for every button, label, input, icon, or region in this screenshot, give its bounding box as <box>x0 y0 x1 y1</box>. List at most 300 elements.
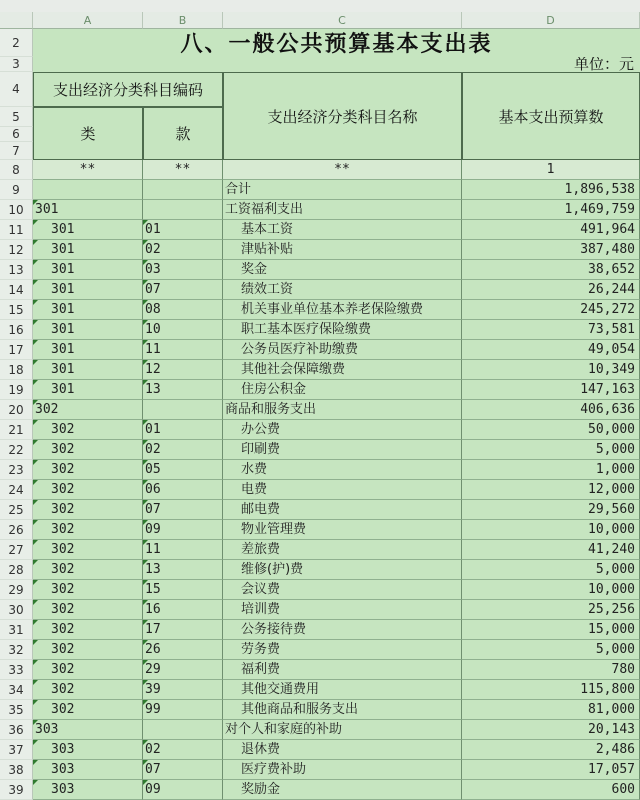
column-header-a[interactable]: A <box>33 12 143 29</box>
cell-b[interactable] <box>143 240 223 260</box>
cell-value: 福利费 <box>241 662 281 677</box>
text-format-flag-icon <box>33 240 38 245</box>
cell-d[interactable] <box>462 360 640 380</box>
cell-d[interactable] <box>462 480 640 500</box>
cell-c[interactable] <box>223 520 462 540</box>
cell-d[interactable] <box>462 540 640 560</box>
cell-b[interactable] <box>143 620 223 640</box>
cell-b[interactable] <box>143 760 223 780</box>
row-header[interactable]: 25 <box>0 500 33 520</box>
cell-value: 11 <box>145 342 161 357</box>
text-format-flag-icon <box>33 760 38 765</box>
cell-b[interactable] <box>143 180 223 200</box>
text-format-flag-icon <box>33 540 38 545</box>
text-format-flag-icon <box>143 580 148 585</box>
cell-value: 99 <box>145 702 161 717</box>
cell-value: 26 <box>145 642 161 657</box>
cell-b[interactable] <box>143 520 223 540</box>
cell-d[interactable] <box>462 180 640 200</box>
cell-value: 302 <box>51 662 75 677</box>
cell-b[interactable] <box>143 260 223 280</box>
text-format-flag-icon <box>33 600 38 605</box>
cell-d[interactable] <box>462 560 640 580</box>
text-format-flag-icon <box>33 360 38 365</box>
cell-b[interactable] <box>143 500 223 520</box>
cell-a[interactable] <box>33 640 143 660</box>
cell-value: 12 <box>145 362 161 377</box>
cell-d[interactable] <box>462 740 640 760</box>
cell-value: 387,480 <box>580 242 635 257</box>
text-format-flag-icon <box>143 440 148 445</box>
cell-a[interactable] <box>33 440 143 460</box>
cell-c[interactable] <box>223 380 462 400</box>
cell-value: 17 <box>145 622 161 637</box>
row-header[interactable]: 28 <box>0 560 33 580</box>
cell-a[interactable] <box>33 220 143 240</box>
cell-c[interactable] <box>223 760 462 780</box>
cell-value: 奖励金 <box>241 782 281 797</box>
text-format-flag-icon <box>143 680 148 685</box>
cell-value: 退休费 <box>241 742 281 757</box>
row-header[interactable]: 26 <box>0 520 33 540</box>
cell-a[interactable] <box>33 460 143 480</box>
cell-a[interactable] <box>33 560 143 580</box>
row-header[interactable]: 13 <box>0 260 33 280</box>
select-all-corner[interactable] <box>0 12 33 29</box>
cell-value: 245,272 <box>580 302 635 317</box>
cell-value: 302 <box>51 642 75 657</box>
header-lei: 类 <box>33 107 143 160</box>
cell-d[interactable] <box>462 380 640 400</box>
cell-c[interactable] <box>223 280 462 300</box>
cell-d[interactable] <box>462 680 640 700</box>
row-header[interactable]: 7 <box>0 142 33 160</box>
cell-a[interactable] <box>33 580 143 600</box>
cell-c[interactable] <box>223 300 462 320</box>
text-format-flag-icon <box>33 500 38 505</box>
row-header[interactable]: 6 <box>0 127 33 142</box>
text-format-flag-icon <box>143 640 148 645</box>
cell-b[interactable] <box>143 400 223 420</box>
cell-value: 10 <box>145 322 161 337</box>
cell-c[interactable] <box>223 700 462 720</box>
text-format-flag-icon <box>143 460 148 465</box>
cell-value: 绩效工资 <box>241 282 294 297</box>
cell-a[interactable] <box>33 700 143 720</box>
cell-b[interactable] <box>143 460 223 480</box>
row-header[interactable]: 36 <box>0 720 33 740</box>
row-header[interactable]: 24 <box>0 480 33 500</box>
cell-value: 780 <box>611 662 635 677</box>
text-format-flag-icon <box>33 440 38 445</box>
cell-value: 2,486 <box>595 742 635 757</box>
cell-d[interactable] <box>462 780 640 800</box>
cell-b[interactable] <box>143 280 223 300</box>
row-header[interactable]: 5 <box>0 107 33 127</box>
cell-value: 09 <box>145 522 161 537</box>
cell-c[interactable] <box>223 180 462 200</box>
cell-value: 39 <box>145 682 161 697</box>
cell-a[interactable] <box>33 620 143 640</box>
cell-d[interactable] <box>462 600 640 620</box>
cell-b[interactable] <box>143 580 223 600</box>
cell-c[interactable] <box>223 400 462 420</box>
cell-value: 600 <box>611 782 635 797</box>
cell-value: 302 <box>51 542 75 557</box>
row-header[interactable]: 35 <box>0 700 33 720</box>
cell-b[interactable] <box>143 440 223 460</box>
cell-b[interactable] <box>143 560 223 580</box>
unit-label: 单位：元 <box>33 57 640 72</box>
cell-value: 301 <box>51 302 75 317</box>
cell-value: 邮电费 <box>241 502 281 517</box>
cell-d[interactable] <box>462 640 640 660</box>
cell-value: 301 <box>51 342 75 357</box>
cell-b[interactable] <box>143 200 223 220</box>
cell-value: 机关事业单位基本养老保险缴费 <box>241 302 424 317</box>
text-format-flag-icon <box>33 620 38 625</box>
cell-d[interactable] <box>462 620 640 640</box>
row-header[interactable]: 16 <box>0 320 33 340</box>
text-format-flag-icon <box>33 520 38 525</box>
cell-a[interactable] <box>33 400 143 420</box>
cell-a[interactable] <box>33 360 143 380</box>
cell-value: 13 <box>145 382 161 397</box>
row-header[interactable]: 2 <box>0 29 33 57</box>
cell-value: 16 <box>145 602 161 617</box>
cell-a[interactable] <box>33 160 143 180</box>
cell-c[interactable] <box>223 580 462 600</box>
cell-value: ** <box>174 162 191 177</box>
text-format-flag-icon <box>143 360 148 365</box>
cell-d[interactable] <box>462 200 640 220</box>
cell-value: 302 <box>51 582 75 597</box>
cell-c[interactable] <box>223 160 462 180</box>
cell-d[interactable] <box>462 300 640 320</box>
column-header-d[interactable]: D <box>462 12 640 29</box>
cell-value: 基本工资 <box>241 222 294 237</box>
cell-value: ** <box>334 162 350 177</box>
row-header[interactable]: 20 <box>0 400 33 420</box>
cell-c[interactable] <box>223 720 462 740</box>
row-header[interactable]: 30 <box>0 600 33 620</box>
cell-value: 其他交通费用 <box>241 682 320 697</box>
text-format-flag-icon <box>33 560 38 565</box>
cell-value: 08 <box>145 302 161 317</box>
text-format-flag-icon <box>33 340 38 345</box>
cell-a[interactable] <box>33 480 143 500</box>
cell-b[interactable] <box>143 700 223 720</box>
cell-b[interactable] <box>143 540 223 560</box>
cell-c[interactable] <box>223 260 462 280</box>
cell-d[interactable] <box>462 520 640 540</box>
cell-value: 02 <box>145 242 161 257</box>
cell-d[interactable] <box>462 500 640 520</box>
cell-value: 303 <box>35 722 59 737</box>
cell-d[interactable] <box>462 460 640 480</box>
cell-c[interactable] <box>223 680 462 700</box>
cell-b[interactable] <box>143 300 223 320</box>
text-format-flag-icon <box>33 780 38 785</box>
row-header[interactable]: 17 <box>0 340 33 360</box>
cell-a[interactable] <box>33 680 143 700</box>
row-header[interactable]: 15 <box>0 300 33 320</box>
cell-d[interactable] <box>462 700 640 720</box>
header-item-name: 支出经济分类科目名称 <box>223 72 462 160</box>
row-header[interactable]: 21 <box>0 420 33 440</box>
text-format-flag-icon <box>33 460 38 465</box>
cell-value: 29,560 <box>588 502 635 517</box>
cell-c[interactable] <box>223 420 462 440</box>
text-format-flag-icon <box>33 200 38 205</box>
cell-c[interactable] <box>223 660 462 680</box>
text-format-flag-icon <box>143 600 148 605</box>
cell-d[interactable] <box>462 720 640 740</box>
cell-d[interactable] <box>462 580 640 600</box>
cell-value: 06 <box>145 482 161 497</box>
row-header[interactable]: 27 <box>0 540 33 560</box>
cell-a[interactable] <box>33 320 143 340</box>
cell-value: 302 <box>51 682 75 697</box>
text-format-flag-icon <box>33 720 38 725</box>
cell-b[interactable] <box>143 220 223 240</box>
cell-b[interactable] <box>143 340 223 360</box>
row-header[interactable]: 32 <box>0 640 33 660</box>
cell-d[interactable] <box>462 660 640 680</box>
cell-value: 302 <box>51 422 75 437</box>
row-header[interactable]: 12 <box>0 240 33 260</box>
cell-c[interactable] <box>223 220 462 240</box>
cell-value: 07 <box>145 502 161 517</box>
cell-c[interactable] <box>223 540 462 560</box>
row-header[interactable]: 31 <box>0 620 33 640</box>
cell-a[interactable] <box>33 260 143 280</box>
cell-value: 50,000 <box>588 422 635 437</box>
cell-a[interactable] <box>33 760 143 780</box>
cell-value: 15,000 <box>588 622 635 637</box>
cell-b[interactable] <box>143 680 223 700</box>
cell-d[interactable] <box>462 340 640 360</box>
cell-value: 301 <box>51 282 75 297</box>
cell-value: 301 <box>51 322 75 337</box>
cell-value: 12,000 <box>588 482 635 497</box>
cell-a[interactable] <box>33 520 143 540</box>
cell-value: 301 <box>51 262 75 277</box>
cell-value: 1,000 <box>595 462 635 477</box>
cell-value: 01 <box>145 422 161 437</box>
cell-b[interactable] <box>143 380 223 400</box>
row-header[interactable]: 34 <box>0 680 33 700</box>
cell-value: 对个人和家庭的补助 <box>225 722 343 737</box>
cell-c[interactable] <box>223 500 462 520</box>
cell-value: 5,000 <box>595 562 635 577</box>
row-header[interactable]: 10 <box>0 200 33 220</box>
cell-value: 办公费 <box>241 422 281 437</box>
text-format-flag-icon <box>143 540 148 545</box>
cell-b[interactable] <box>143 740 223 760</box>
cell-value: 其他社会保障缴费 <box>241 362 346 377</box>
cell-value: 工资福利支出 <box>225 202 304 217</box>
cell-b[interactable] <box>143 640 223 660</box>
cell-a[interactable] <box>33 280 143 300</box>
cell-b[interactable] <box>143 600 223 620</box>
cell-a[interactable] <box>33 300 143 320</box>
cell-value: 07 <box>145 282 161 297</box>
cell-c[interactable] <box>223 340 462 360</box>
cell-b[interactable] <box>143 780 223 800</box>
cell-b[interactable] <box>143 160 223 180</box>
cell-a[interactable] <box>33 340 143 360</box>
cell-c[interactable] <box>223 240 462 260</box>
cell-a[interactable] <box>33 540 143 560</box>
text-format-flag-icon <box>143 500 148 505</box>
cell-a[interactable] <box>33 600 143 620</box>
header-code-group: 支出经济分类科目编码 <box>33 72 223 107</box>
cell-value: 406,636 <box>580 402 635 417</box>
cell-d[interactable] <box>462 440 640 460</box>
cell-c[interactable] <box>223 460 462 480</box>
row-header[interactable]: 4 <box>0 72 33 107</box>
cell-a[interactable] <box>33 740 143 760</box>
row-header[interactable]: 37 <box>0 740 33 760</box>
cell-value: 合计 <box>225 182 252 197</box>
cell-d[interactable] <box>462 760 640 780</box>
cell-value: 301 <box>51 382 75 397</box>
row-header[interactable]: 11 <box>0 220 33 240</box>
cell-value: 1,469,759 <box>564 202 635 217</box>
row-header[interactable]: 23 <box>0 460 33 480</box>
cell-value: 印刷费 <box>241 442 281 457</box>
cell-a[interactable] <box>33 200 143 220</box>
cell-c[interactable] <box>223 780 462 800</box>
cell-d[interactable] <box>462 420 640 440</box>
cell-value: 17,057 <box>588 762 635 777</box>
cell-d[interactable] <box>462 280 640 300</box>
cell-value: 公务接待费 <box>241 622 307 637</box>
text-format-flag-icon <box>33 300 38 305</box>
cell-value: 09 <box>145 782 161 797</box>
cell-a[interactable] <box>33 660 143 680</box>
cell-b[interactable] <box>143 660 223 680</box>
cell-value: 81,000 <box>588 702 635 717</box>
cell-c[interactable] <box>223 560 462 580</box>
cell-value: 20,143 <box>588 722 635 737</box>
cell-value: 303 <box>51 782 75 797</box>
text-format-flag-icon <box>143 760 148 765</box>
cell-b[interactable] <box>143 720 223 740</box>
cell-a[interactable] <box>33 240 143 260</box>
cell-value: 13 <box>145 562 161 577</box>
row-header[interactable]: 3 <box>0 57 33 72</box>
cell-value: 26,244 <box>588 282 635 297</box>
cell-value: 维修(护)费 <box>241 562 304 577</box>
row-header[interactable]: 22 <box>0 440 33 460</box>
column-header-b[interactable]: B <box>143 12 223 29</box>
text-format-flag-icon <box>33 660 38 665</box>
cell-value: 303 <box>51 742 75 757</box>
text-format-flag-icon <box>33 640 38 645</box>
cell-a[interactable] <box>33 420 143 440</box>
cell-value: 301 <box>51 222 75 237</box>
text-format-flag-icon <box>143 700 148 705</box>
cell-value: 07 <box>145 762 161 777</box>
cell-b[interactable] <box>143 320 223 340</box>
text-format-flag-icon <box>33 580 38 585</box>
text-format-flag-icon <box>143 240 148 245</box>
cell-d[interactable] <box>462 240 640 260</box>
cell-c[interactable] <box>223 480 462 500</box>
cell-c[interactable] <box>223 600 462 620</box>
cell-value: 115,800 <box>580 682 635 697</box>
text-format-flag-icon <box>33 680 38 685</box>
row-header[interactable]: 9 <box>0 180 33 200</box>
cell-b[interactable] <box>143 420 223 440</box>
cell-d[interactable] <box>462 320 640 340</box>
cell-b[interactable] <box>143 480 223 500</box>
cell-value: 电费 <box>241 482 268 497</box>
cell-value: 301 <box>51 362 75 377</box>
cell-value: 302 <box>51 502 75 517</box>
row-header[interactable]: 14 <box>0 280 33 300</box>
row-header[interactable]: 33 <box>0 660 33 680</box>
text-format-flag-icon <box>33 740 38 745</box>
cell-value: 其他商品和服务支出 <box>241 702 359 717</box>
cell-value: 劳务费 <box>241 642 281 657</box>
cell-value: 147,163 <box>580 382 635 397</box>
cell-c[interactable] <box>223 360 462 380</box>
cell-c[interactable] <box>223 640 462 660</box>
cell-c[interactable] <box>223 200 462 220</box>
cell-a[interactable] <box>33 380 143 400</box>
cell-d[interactable] <box>462 160 640 180</box>
cell-a[interactable] <box>33 180 143 200</box>
text-format-flag-icon <box>33 400 38 405</box>
cell-value: 301 <box>51 242 75 257</box>
cell-a[interactable] <box>33 720 143 740</box>
text-format-flag-icon <box>143 420 148 425</box>
cell-d[interactable] <box>462 260 640 280</box>
header-budget-amount: 基本支出预算数 <box>462 72 640 160</box>
row-header[interactable]: 8 <box>0 160 33 180</box>
cell-c[interactable] <box>223 620 462 640</box>
cell-c[interactable] <box>223 320 462 340</box>
row-header[interactable]: 39 <box>0 780 33 800</box>
cell-a[interactable] <box>33 780 143 800</box>
row-header[interactable]: 19 <box>0 380 33 400</box>
row-header[interactable]: 18 <box>0 360 33 380</box>
cell-d[interactable] <box>462 400 640 420</box>
cell-c[interactable] <box>223 440 462 460</box>
cell-value: 03 <box>145 262 161 277</box>
cell-value: 302 <box>51 442 75 457</box>
cell-value: 41,240 <box>588 542 635 557</box>
row-header[interactable]: 38 <box>0 760 33 780</box>
cell-value: 02 <box>145 442 161 457</box>
text-format-flag-icon <box>143 780 148 785</box>
cell-value: 302 <box>51 522 75 537</box>
text-format-flag-icon <box>33 220 38 225</box>
cell-value: 5,000 <box>595 442 635 457</box>
text-format-flag-icon <box>33 320 38 325</box>
text-format-flag-icon <box>143 280 148 285</box>
row-header[interactable]: 29 <box>0 580 33 600</box>
cell-b[interactable] <box>143 360 223 380</box>
cell-c[interactable] <box>223 740 462 760</box>
cell-d[interactable] <box>462 220 640 240</box>
cell-value: 10,349 <box>588 362 635 377</box>
cell-a[interactable] <box>33 500 143 520</box>
column-header-c[interactable]: C <box>223 12 462 29</box>
